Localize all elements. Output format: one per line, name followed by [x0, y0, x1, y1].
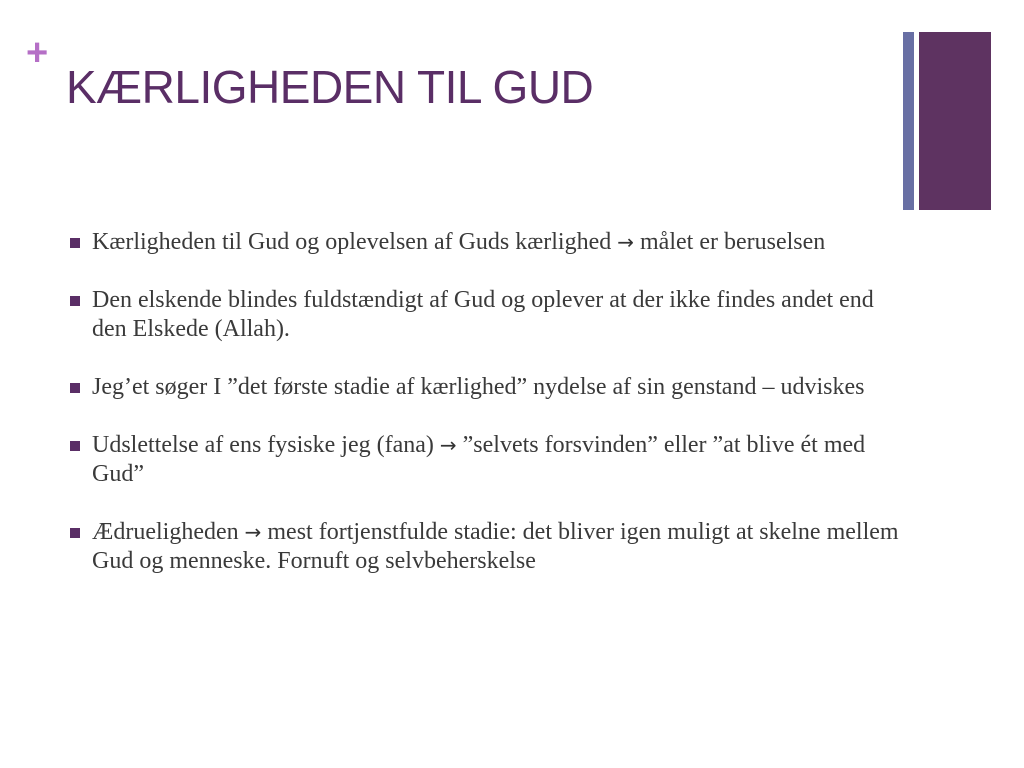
bullet-text: ”selvets forsvinden” eller ”at blive ét med Gud” — [92, 432, 866, 487]
square-bullet-icon — [70, 528, 80, 538]
arrow-right-icon: → — [244, 520, 262, 544]
accent-bar-wide — [919, 32, 991, 210]
bullet-item — [70, 431, 900, 489]
bullet-text: Kærligheden til Gud og oplevelsen af Guds kærlighed — [92, 229, 612, 255]
bullet-text: Ædrueligheden — [92, 519, 239, 545]
square-bullet-icon — [70, 296, 80, 306]
bullet-text: Den elskende blindes fuldstændigt af Gud og oplever at der ikke findes andet end den Elskede (Allah). — [92, 287, 874, 342]
bullet-item — [70, 373, 900, 402]
accent-bar-thin — [903, 32, 914, 210]
bullet-item — [70, 518, 900, 576]
arrow-right-icon: → — [617, 230, 635, 254]
bullet-list — [70, 228, 900, 605]
square-bullet-icon — [70, 238, 80, 248]
square-bullet-icon — [70, 441, 80, 451]
bullet-text: Udslettelse af ens fysiske jeg (fana) — [92, 432, 434, 458]
bullet-text: målet er beruselsen — [640, 229, 826, 255]
square-bullet-icon — [70, 383, 80, 393]
bullet-item — [70, 228, 900, 257]
arrow-right-icon: → — [439, 433, 457, 457]
bullet-text: mest fortjenstfulde stadie: det bliver igen muligt at skelne mellem Gud og menneske. Fornuft og selvbeherskelse — [92, 519, 899, 574]
slide-title: KÆRLIGHEDEN TIL GUD — [66, 61, 594, 113]
bullet-item — [70, 286, 900, 344]
bullet-text: Jeg’et søger I ”det første stadie af kærlighed” nydelse af sin genstand – udviskes — [92, 374, 865, 400]
plus-icon: + — [26, 32, 49, 74]
